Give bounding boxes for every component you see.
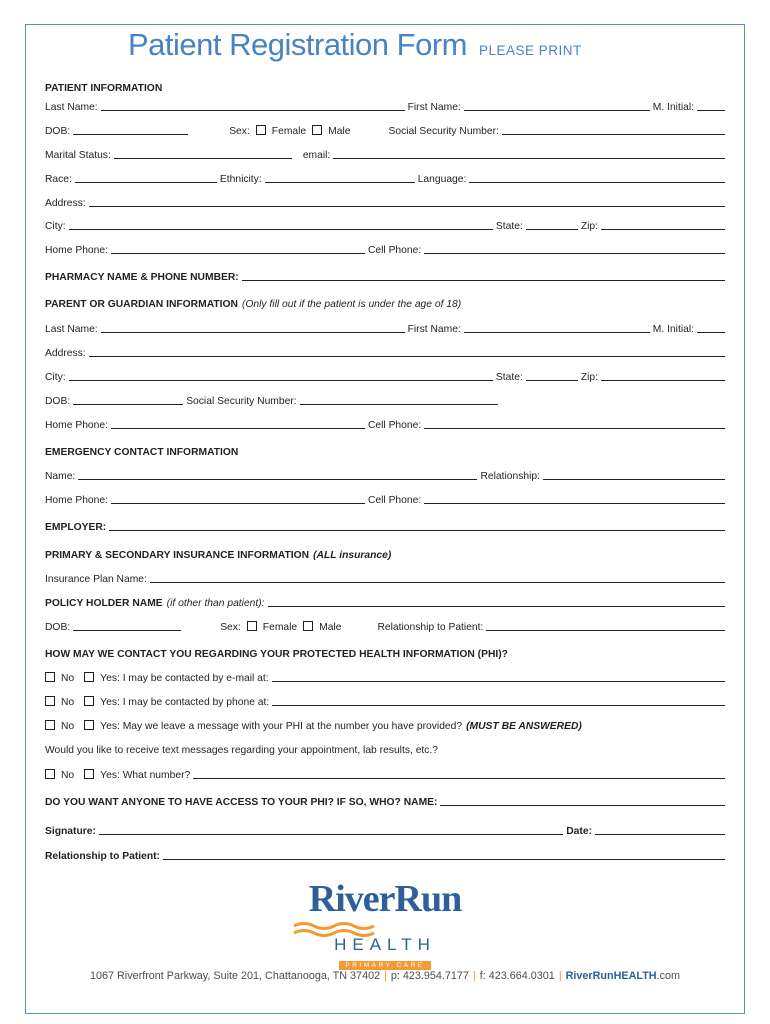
signature-label: Signature:	[45, 826, 96, 837]
guardian-state-label: State:	[495, 372, 523, 383]
insurance-dob-field[interactable]	[73, 630, 181, 631]
guardian-ssn-label: Social Security Number:	[186, 396, 297, 407]
insurance-sex-label: Sex:	[220, 622, 241, 633]
employer-row	[45, 517, 725, 533]
patient-first-name-field[interactable]	[464, 110, 650, 111]
guardian-header-row	[45, 294, 725, 310]
text-number-row	[45, 765, 725, 781]
logo-name: RiverRun	[308, 878, 462, 920]
guardian-home-phone-label: Home Phone:	[45, 420, 108, 431]
emergency-cell-phone-field[interactable]	[424, 503, 725, 504]
guardian-first-name-label: First Name:	[407, 324, 461, 335]
pharmacy-row	[45, 267, 725, 283]
employer-field[interactable]	[109, 530, 725, 531]
address-field[interactable]	[89, 206, 725, 207]
guardian-ssn-field[interactable]	[300, 404, 498, 405]
cell-phone-field[interactable]	[424, 253, 725, 254]
guardian-home-phone-field[interactable]	[111, 428, 365, 429]
guardian-city-field[interactable]	[69, 380, 493, 381]
race-label: Race:	[45, 174, 72, 185]
m-initial-label: M. Initial:	[652, 102, 694, 113]
employer-label: EMPLOYER:	[45, 522, 107, 533]
email-label: email:	[302, 150, 331, 161]
cell-phone-label: Cell Phone:	[367, 245, 422, 256]
title-text: Patient Registration Form	[128, 27, 467, 62]
pharmacy-label: PHARMACY NAME & PHONE NUMBER:	[45, 272, 239, 283]
contact-header: HOW MAY WE CONTACT YOU REGARDING YOUR PROTECTED HEALTH INFORMATION (PHI)?	[45, 649, 508, 660]
home-phone-label: Home Phone:	[45, 245, 108, 256]
emergency-header: EMERGENCY CONTACT INFORMATION	[45, 447, 239, 458]
insurance-plan-label: Insurance Plan Name:	[45, 574, 147, 585]
phone-yes-label: Yes: I may be contacted by phone at:	[100, 697, 270, 708]
guardian-note: (Only fill out if the patient is under the age of 18)	[241, 299, 462, 310]
patient-race-row	[45, 169, 725, 185]
emergency-cell-phone-label: Cell Phone:	[367, 495, 422, 506]
female-checkbox[interactable]	[256, 125, 266, 135]
guardian-last-name-field[interactable]	[101, 332, 405, 333]
footer-site[interactable]: RiverRunHEALTH	[565, 970, 657, 982]
emergency-header-row	[45, 442, 725, 458]
insurance-dob-row	[45, 617, 725, 633]
footer-phone: p: 423.954.7177	[390, 970, 469, 982]
ethnicity-label: Ethnicity:	[219, 174, 262, 185]
patient-initial-field[interactable]	[697, 110, 725, 111]
form-title	[128, 27, 582, 63]
ethnicity-field[interactable]	[265, 182, 415, 183]
insurance-male-label: Male	[319, 622, 342, 633]
patient-header: PATIENT INFORMATION	[45, 83, 163, 94]
access-label: DO YOU WANT ANYONE TO HAVE ACCESS TO YOUR PHI? IF SO, WHO? NAME:	[45, 797, 438, 808]
guardian-cell-phone-label: Cell Phone:	[367, 420, 422, 431]
footer-fax: f: 423.664.0301	[479, 970, 555, 982]
contact-phone-row	[45, 692, 725, 708]
text-no-label: No	[61, 770, 75, 781]
guardian-city-row	[45, 367, 725, 383]
guardian-dob-label: DOB:	[45, 396, 71, 407]
policy-holder-note: (if other than patient):	[166, 598, 265, 609]
patient-name-row	[45, 97, 725, 113]
guardian-phone-row	[45, 415, 725, 431]
message-yes-checkbox[interactable]	[84, 720, 94, 730]
emergency-home-phone-field[interactable]	[111, 503, 365, 504]
marital-label: Marital Status:	[45, 150, 111, 161]
policy-holder-label: POLICY HOLDER NAME	[45, 598, 163, 609]
date-label: Date:	[566, 826, 592, 837]
guardian-zip-label: Zip:	[580, 372, 598, 383]
city-field[interactable]	[69, 229, 493, 230]
text-number-field[interactable]	[193, 778, 725, 779]
emergency-name-field[interactable]	[78, 479, 477, 480]
contact-email-row	[45, 668, 725, 684]
logo-tagline: PRIMARY CARE	[339, 961, 430, 970]
insurance-plan-row	[45, 569, 725, 585]
email-no-checkbox[interactable]	[45, 672, 55, 682]
contact-email-field[interactable]	[272, 681, 725, 682]
guardian-address-label: Address:	[45, 348, 86, 359]
insurance-female-label: Female	[262, 622, 298, 633]
home-phone-field[interactable]	[111, 253, 365, 254]
zip-field[interactable]	[601, 229, 725, 230]
guardian-state-field[interactable]	[526, 380, 578, 381]
email-field[interactable]	[333, 158, 725, 159]
emergency-phone-row	[45, 490, 725, 506]
email-yes-checkbox[interactable]	[84, 672, 94, 682]
insurance-male-checkbox[interactable]	[303, 621, 313, 631]
date-field[interactable]	[595, 834, 725, 835]
insurance-plan-field[interactable]	[150, 582, 725, 583]
sig-relationship-field[interactable]	[163, 859, 725, 860]
emergency-home-phone-label: Home Phone:	[45, 495, 108, 506]
patient-dob-row	[45, 121, 725, 137]
guardian-name-row	[45, 319, 725, 335]
insurance-female-checkbox[interactable]	[247, 621, 257, 631]
signature-row	[45, 821, 725, 837]
footer-site-tail: .com	[656, 970, 681, 982]
guardian-address-field[interactable]	[89, 356, 725, 357]
text-question: Would you like to receive text messages regarding your appointment, lab results, etc.?	[45, 745, 439, 756]
guardian-address-row	[45, 343, 725, 359]
guardian-initial-field[interactable]	[697, 332, 725, 333]
guardian-dob-row	[45, 391, 725, 407]
guardian-first-name-field[interactable]	[464, 332, 650, 333]
emergency-name-label: Name:	[45, 471, 76, 482]
state-field[interactable]	[526, 229, 578, 230]
emergency-relationship-label: Relationship:	[480, 471, 540, 482]
pharmacy-field[interactable]	[242, 280, 725, 281]
guardian-zip-field[interactable]	[601, 380, 725, 381]
sig-relationship-label: Relationship to Patient:	[45, 851, 160, 862]
guardian-header: PARENT OR GUARDIAN INFORMATION	[45, 299, 238, 310]
text-yes-checkbox[interactable]	[84, 769, 94, 779]
insurance-relationship-field[interactable]	[486, 630, 725, 631]
language-field[interactable]	[469, 182, 725, 183]
emergency-name-row	[45, 466, 725, 482]
please-print: PLEASE PRINT	[478, 43, 582, 58]
guardian-m-initial-label: M. Initial:	[652, 324, 694, 335]
message-no-checkbox[interactable]	[45, 720, 55, 730]
patient-header-row	[45, 78, 725, 94]
patient-last-name-field[interactable]	[101, 110, 405, 111]
sig-relationship-row	[45, 846, 725, 862]
insurance-header-row	[45, 545, 725, 561]
text-question-row	[45, 740, 725, 756]
access-row	[45, 792, 725, 808]
emergency-relationship-field[interactable]	[543, 479, 725, 480]
patient-dob-field[interactable]	[73, 134, 188, 135]
patient-city-row	[45, 216, 725, 232]
ssn-label: Social Security Number:	[388, 126, 499, 137]
dob-label: DOB:	[45, 126, 71, 137]
guardian-last-name-label: Last Name:	[45, 324, 98, 335]
guardian-dob-field[interactable]	[73, 404, 183, 405]
zip-label: Zip:	[580, 221, 598, 232]
insurance-relationship-label: Relationship to Patient:	[377, 622, 484, 633]
policy-holder-row	[45, 593, 725, 609]
policy-holder-field[interactable]	[268, 606, 725, 607]
race-field[interactable]	[75, 182, 217, 183]
last-name-label: Last Name:	[45, 102, 98, 113]
email-yes-label: Yes: I may be contacted by e-mail at:	[100, 673, 269, 684]
first-name-label: First Name:	[407, 102, 461, 113]
text-yes-label: Yes: What number?	[100, 770, 191, 781]
must-be-answered: (MUST BE ANSWERED)	[466, 721, 582, 732]
city-label: City:	[45, 221, 66, 232]
guardian-city-label: City:	[45, 372, 66, 383]
phone-yes-checkbox[interactable]	[84, 696, 94, 706]
phone-no-label: No	[61, 697, 75, 708]
logo-health: HEALTH	[334, 935, 436, 954]
patient-address-row	[45, 193, 725, 209]
female-label: Female	[271, 126, 307, 137]
state-label: State:	[495, 221, 523, 232]
patient-phone-row	[45, 240, 725, 256]
insurance-dob-label: DOB:	[45, 622, 71, 633]
address-label: Address:	[45, 198, 86, 209]
phone-no-checkbox[interactable]	[45, 696, 55, 706]
message-yes-label: Yes: May we leave a message with your PHI at the number you have provided?	[100, 721, 463, 732]
sex-label: Sex:	[229, 126, 250, 137]
marital-field[interactable]	[114, 158, 292, 159]
message-no-label: No	[61, 721, 75, 732]
access-name-field[interactable]	[440, 805, 725, 806]
signature-field[interactable]	[99, 834, 563, 835]
footer-address: 1067 Riverfront Parkway, Suite 201, Chattanooga, TN 37402	[89, 970, 381, 982]
language-label: Language:	[417, 174, 467, 185]
contact-header-row	[45, 644, 725, 660]
email-no-label: No	[61, 673, 75, 684]
insurance-header: PRIMARY & SECONDARY INSURANCE INFORMATION	[45, 550, 310, 561]
male-checkbox[interactable]	[312, 125, 322, 135]
footer: 1067 Riverfront Parkway, Suite 201, Chattanooga, TN 37402 | p: 423.954.7177 | f: 423.664.0301 | RiverRunHEALTH.com	[89, 970, 681, 982]
guardian-cell-phone-field[interactable]	[424, 428, 725, 429]
text-no-checkbox[interactable]	[45, 769, 55, 779]
contact-message-row	[45, 716, 725, 732]
contact-phone-field[interactable]	[272, 705, 725, 706]
male-label: Male	[328, 126, 351, 137]
patient-marital-row	[45, 145, 725, 161]
insurance-header-note: (ALL insurance)	[313, 550, 392, 561]
wave-icon	[292, 921, 382, 943]
patient-ssn-field[interactable]	[502, 134, 725, 135]
